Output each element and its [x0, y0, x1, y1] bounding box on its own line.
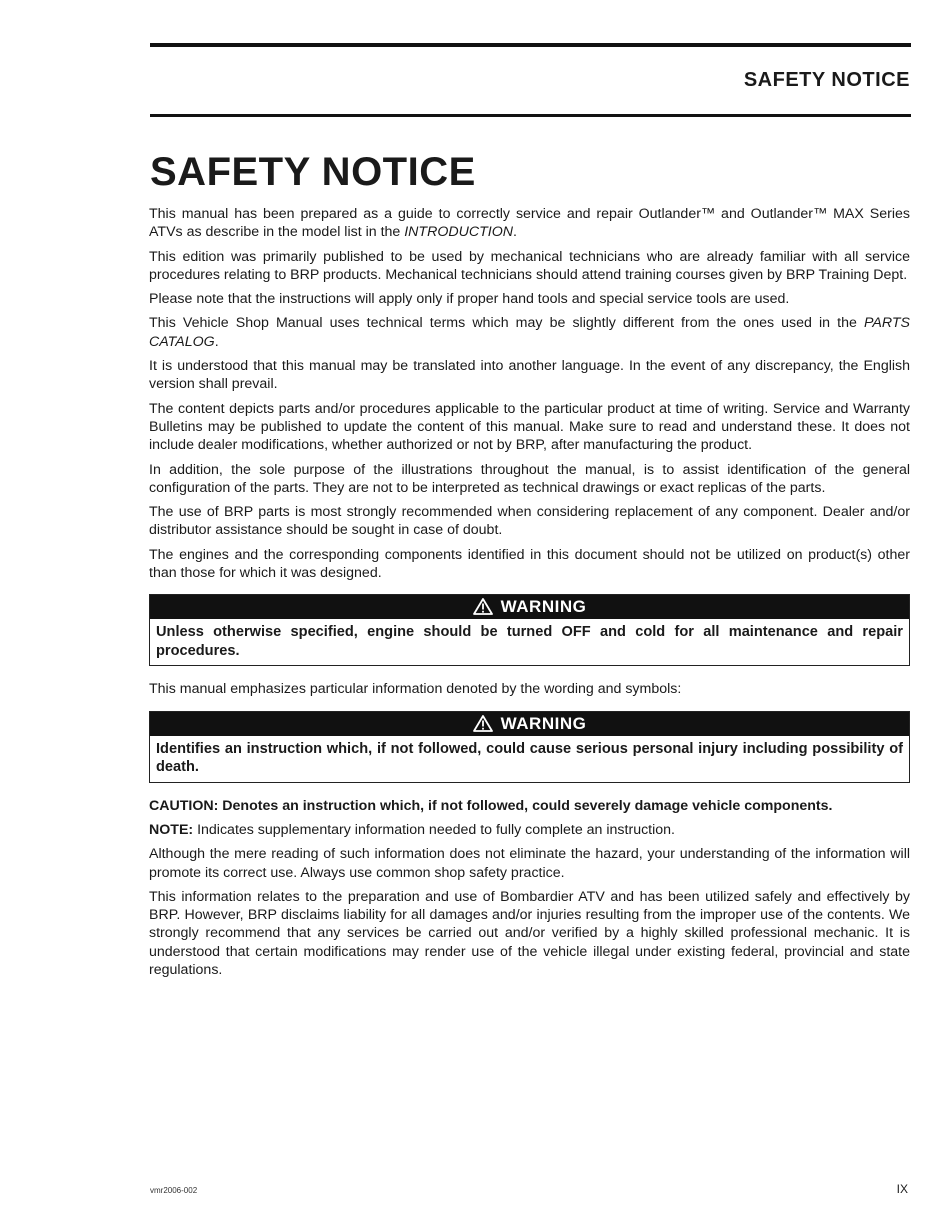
caution-text: Denotes an instruction which, if not followed, could severely damage vehicle components. [218, 797, 833, 814]
paragraph-translation: It is understood that this manual may be translated into another language. In the event of any discrepancy, the English version shall prevail. [149, 358, 910, 393]
note-label: NOTE: [149, 821, 194, 838]
paragraph-terms-end: . [214, 333, 219, 350]
warning-header [150, 712, 909, 736]
warning-text: Unless otherwise specified, engine should be turned OFF and cold for all maintenance and repair procedures. [156, 624, 903, 659]
warning-label: WARNING [500, 713, 587, 733]
paragraph-illustrations: In addition, the sole purpose of the illustrations throughout the manual, is to assist identification of the general configuration of the parts. They are not to be interpreted as technical drawings or exact replicas of the parts. [149, 461, 910, 496]
parts-catalog-reference: PARTS CATALOG [149, 315, 910, 350]
note-paragraph [149, 821, 910, 839]
document-code: vmr2006-002 [150, 1186, 198, 1195]
paragraph-content: The content depicts parts and/or procedures applicable to the particular product at time of writing. Service and Warranty Bulletins may be published to update the content of this manual. Make sure to read and understand these. It does not include dealer modifications, whether authorized or not by BRP, after manufacturing the product. [149, 400, 910, 454]
paragraph-terms [149, 314, 910, 351]
caution-label: CAUTION: [149, 797, 219, 814]
caution-paragraph [149, 797, 910, 815]
paragraph-hazard: Although the mere reading of such information does not eliminate the hazard, your understanding of the information will promote its correct use. Always use common shop safety practice. [149, 846, 910, 881]
warning-header [150, 595, 909, 619]
warning-box-definition [149, 711, 910, 783]
paragraph-parts: The use of BRP parts is most strongly recommended when considering replacement of any component. Dealer and/or distributor assistance should be sought in case of doubt. [149, 504, 910, 539]
paragraph-intro [149, 205, 910, 242]
running-header-title: SAFETY NOTICE [743, 69, 910, 91]
introduction-reference: INTRODUCTION [404, 224, 513, 241]
warning-box-maintenance [149, 594, 910, 666]
warning-label: WARNING [500, 597, 587, 617]
paragraph-terms-text: This Vehicle Shop Manual uses technical terms which may be slightly different from the ones used in the [149, 315, 864, 332]
body-content [149, 205, 910, 985]
paragraph-engines: The engines and the corresponding components identified in this document should not be utilized on product(s) other than those for which it was designed. [149, 546, 910, 582]
paragraph-liability: This information relates to the preparation and use of Bombardier ATV and has been utilized safely and effectively by BRP. However, BRP disclaims liability for all damages and/or injuries resulting from the improper use of the contents. We strongly recommend that any services be carried out and/or verified by a highly skilled professional mechanic. It is understood that certain modifications may render use of the vehicle illegal under existing federal, provincial and state regulations. [149, 888, 910, 979]
warning-text: Identifies an instruction which, if not followed, could cause serious personal injury including possibility of death. [156, 740, 903, 776]
paragraph-intro-end: . [513, 224, 517, 241]
warning-triangle-icon [473, 715, 493, 732]
paragraph-emphasis: This manual emphasizes particular information denoted by the wording and symbols: [149, 681, 682, 698]
paragraph-intro-text: This manual has been prepared as a guide to correctly service and repair Outlander™ and Outlander™ MAX Series ATVs as describe in the model list in the [149, 206, 910, 241]
page-number: IX [896, 1182, 908, 1196]
paragraph-tools: Please note that the instructions will apply only if proper hand tools and special service tools are used. [149, 291, 790, 308]
page-title: SAFETY NOTICE [150, 150, 476, 194]
paragraph-edition: This edition was primarily published to be used by mechanical technicians who are already familiar with all service procedures relating to BRP products. Mechanical technicians should attend training courses given by BRP Training Dept. [149, 248, 910, 283]
warning-triangle-icon [473, 598, 493, 615]
note-text: Indicates supplementary information needed to fully complete an instruction. [193, 821, 675, 838]
header-rule-top [150, 43, 911, 47]
header-rule-bottom [150, 114, 911, 117]
